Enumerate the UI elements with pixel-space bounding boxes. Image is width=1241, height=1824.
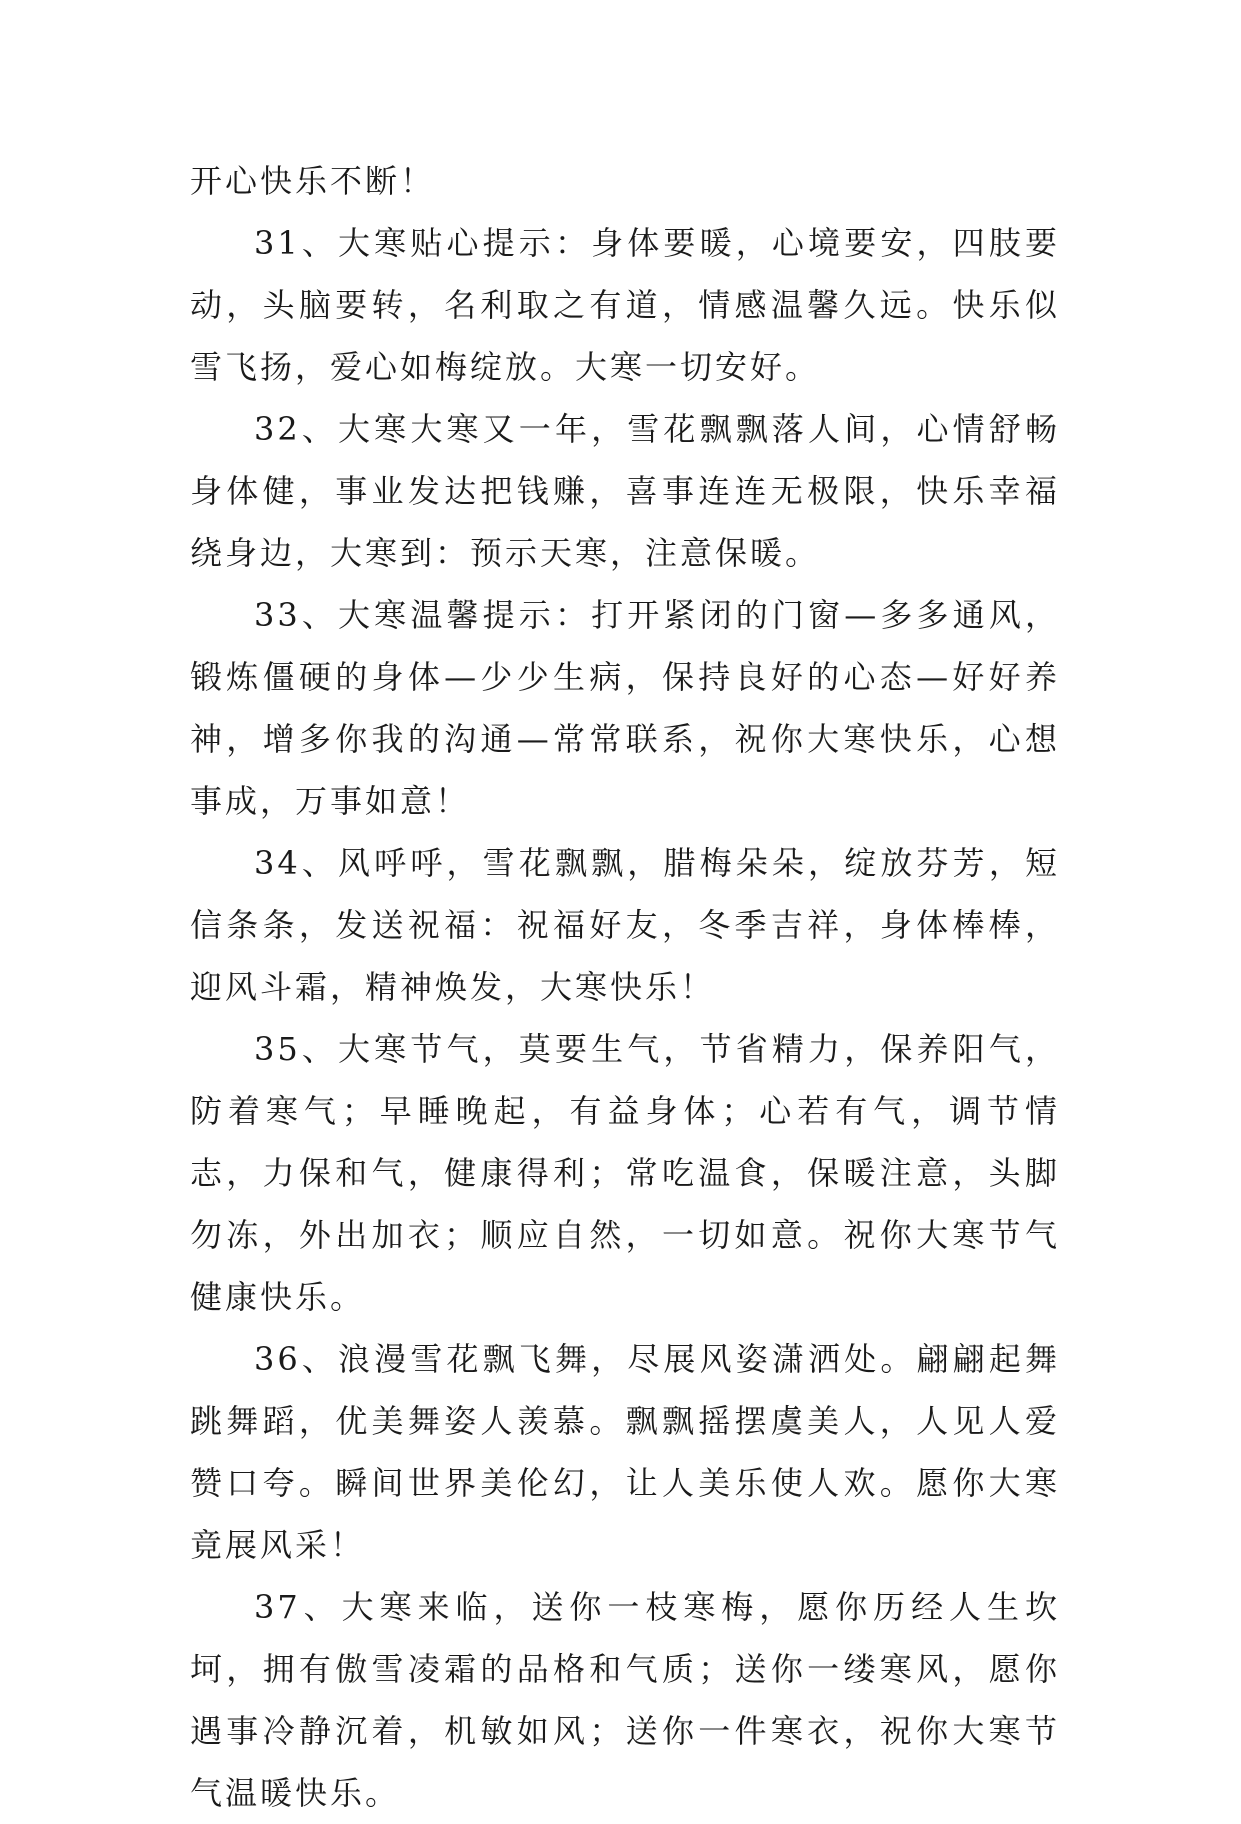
- paragraph-32: 32、大寒大寒又一年，雪花飘飘落人间，心情舒畅身体健，事业发达把钱赚，喜事连连无极限，快乐幸福绕身边，大寒到：预示天寒，注意保暖。: [190, 410, 1060, 572]
- paragraph-33: 33、大寒温馨提示：打开紧闭的门窗—多多通风，锻炼僵硬的身体—少少生病，保持良好的心态—好好养神，增多你我的沟通—常常联系，祝你大寒快乐，心想事成，万事如意！: [190, 596, 1060, 820]
- document-body: [190, 150, 1060, 1824]
- paragraph-34: 34、风呼呼，雪花飘飘，腊梅朵朵，绽放芬芳，短信条条，发送祝福：祝福好友，冬季吉祥，身体棒棒，迎风斗霜，精神焕发，大寒快乐！: [190, 844, 1060, 1006]
- paragraph-continuation: 开心快乐不断！: [190, 162, 436, 200]
- paragraph-36: 36、浪漫雪花飘飞舞，尽展风姿潇洒处。翩翩起舞跳舞蹈，优美舞姿人羡慕。飘飘摇摆虞美人，人见人爱赞口夸。瞬间世界美伦幻，让人美乐使人欢。愿你大寒竟展风采！: [190, 1340, 1060, 1564]
- paragraph-35: 35、大寒节气，莫要生气，节省精力，保养阳气，防着寒气；早睡晚起，有益身体；心若有气，调节情志，力保和气，健康得利；常吃温食，保暖注意，头脚勿冻，外出加衣；顺应自然，一切如意。祝你大寒节气健康快乐。: [190, 1030, 1060, 1316]
- paragraph-31: 31、大寒贴心提示：身体要暖，心境要安，四肢要动，头脑要转，名利取之有道，情感温馨久远。快乐似雪飞扬，爱心如梅绽放。大寒一切安好。: [190, 224, 1060, 386]
- paragraph-37: 37、大寒来临，送你一枝寒梅，愿你历经人生坎坷，拥有傲雪凌霜的品格和气质；送你一缕寒风，愿你遇事冷静沉着，机敏如风；送你一件寒衣，祝你大寒节气温暖快乐。: [190, 1588, 1060, 1812]
